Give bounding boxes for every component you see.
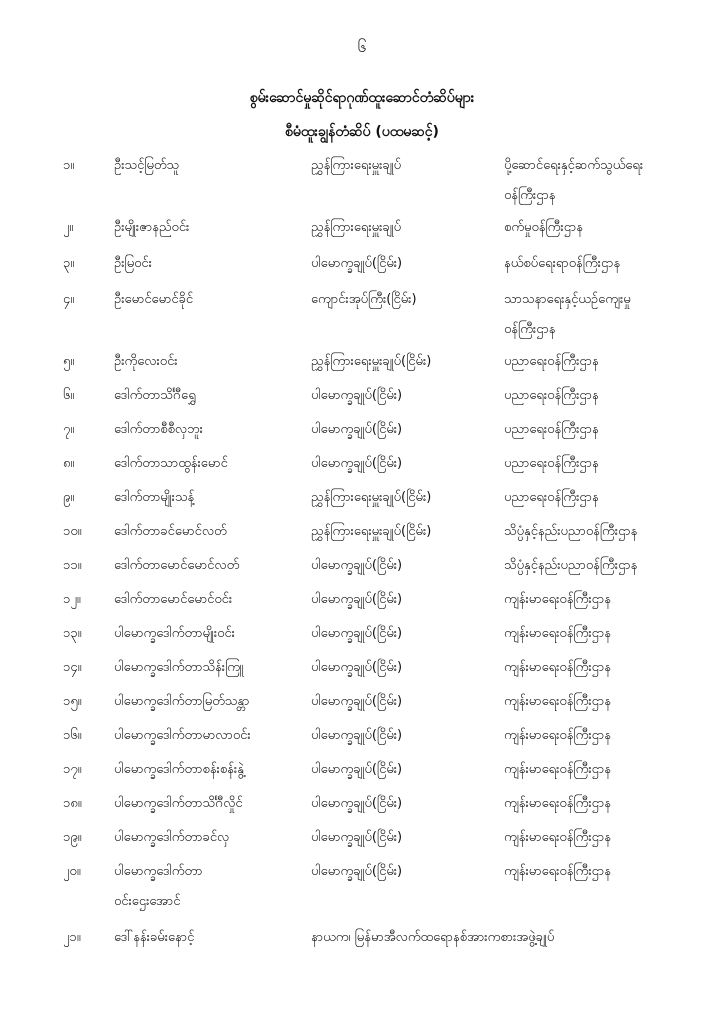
item-number: ၆။ [63,388,75,403]
item-title: ပါမောက္ခချုပ်(ငြိမ်း) [311,728,403,743]
item-title: ပါမောက္ခချုပ်(ငြိမ်း) [311,558,403,573]
item-name: ပါမောက္ခဒေါက်တာသိင်္ဂီလှိုင် [114,796,243,811]
page-number: ၆ [357,37,367,56]
item-number: ၁။ [63,158,75,173]
item-name: ဦးကိုလေးဝင်း [114,354,178,369]
item-title: ညွှန်ကြားရေးမှူးချုပ်(ငြိမ်း) [311,490,432,505]
item-number: ၃။ [63,256,75,271]
item-name: ဒေါက်တာခင်မောင်လတ် [114,524,227,539]
item-department: ကျန်းမာရေးဝန်ကြီးဌာန [504,728,611,743]
item-name: ပါမောက္ခဒေါက်တာမြတ်သန္တာ [114,694,250,709]
document-subtitle: စီမံထူးချွန်တံဆိပ် (ပထမဆင့်) [285,124,439,140]
item-department: ပညာရေးဝန်ကြီးဌာန [504,422,599,437]
item-title: ပါမောက္ခချုပ်(ငြိမ်း) [311,864,403,879]
item-name: ပါမောက္ခဒေါက်တာမျိုးဝင်း [114,626,235,641]
item-number: ၉။ [63,490,75,505]
item-department: ကျန်းမာရေးဝန်ကြီးဌာန [504,796,611,811]
item-title: ပါမောက္ခချုပ်(ငြိမ်း) [311,388,403,403]
item-number: ၂။ [63,220,74,235]
item-title: ညွှန်ကြားရေးမှူးချုပ်(ငြိမ်း) [311,354,432,369]
item-title: ပါမောက္ခချုပ်(ငြိမ်း) [311,694,403,709]
item-name: ပါမောက္ခဒေါက်တာမာလာဝင်း [114,728,251,743]
item-number: ၁၈။ [63,796,82,811]
item-department-cont: ဝန်ကြီးဌာန [504,322,556,337]
item-title: ပါမောက္ခချုပ်(ငြိမ်း) [311,762,403,777]
item-number: ၁၇။ [63,762,82,777]
item-department: ကျန်းမာရေးဝန်ကြီးဌာန [504,694,611,709]
item-name: ဦးမောင်မောင်ခိုင် [114,292,194,307]
item-department: ပညာရေးဝန်ကြီးဌာန [504,388,599,403]
item-title: ညွှန်ကြားရေးမှူးချုပ် [311,158,402,173]
item-name: ဒေါက်တာမျိုးသန့် [114,490,195,505]
item-title: ပါမောက္ခချုပ်(ငြိမ်း) [311,422,403,437]
item-name: ဦးမျိုးဇာနည်ဝင်း [114,220,190,235]
item-title: ပါမောက္ခချုပ်(ငြိမ်း) [311,626,403,641]
item-department: ကျန်းမာရေးဝန်ကြီးဌာန [504,762,611,777]
item-department: သိပ္ပံနှင့်နည်းပညာဝန်ကြီးဌာန [504,524,638,539]
item-title-department: နာယက၊ မြန်မာအီလက်ထရောနစ်အားကစားအဖွဲ့ချုပ် [311,930,555,945]
item-name: ဒေါက်တာသိင်္ဂီရွှေ [114,388,196,403]
item-name: ပါမောက္ခဒေါက်တာသိန်းကြူ [114,660,244,675]
item-number: ၂၀။ [63,864,81,879]
item-title: ကျောင်းအုပ်ကြီး(ငြိမ်း) [311,292,417,307]
item-number: ၁၃။ [63,626,82,641]
item-number: ၁၅။ [63,694,82,709]
item-department: စက်မှုဝန်ကြီးဌာန [504,220,583,235]
item-department: သာသနာရေးနှင့်ယဉ်ကျေးမှု [504,292,631,307]
item-department: ကျန်းမာရေးဝန်ကြီးဌာန [504,864,611,879]
item-name: ဒေါက်တာသာထွန်းမောင် [114,456,228,471]
item-title: ပါမောက္ခချုပ်(ငြိမ်း) [311,592,403,607]
item-title: ညွှန်ကြားရေးမှူးချုပ် [311,220,402,235]
item-department: ပို့ဆောင်ရေးနှင့်ဆက်သွယ်ရေး [504,158,644,173]
item-number: ၂၁။ [63,930,81,945]
item-title: ညွှန်ကြားရေးမှူးချုပ်(ငြိမ်း) [311,524,432,539]
item-title: ပါမောက္ခချုပ်(ငြိမ်း) [311,660,403,675]
item-department: ပညာရေးဝန်ကြီးဌာန [504,456,599,471]
item-name: ပါမောက္ခဒေါက်တာ [114,864,203,879]
item-number: ၅။ [63,354,75,369]
item-department: ကျန်းမာရေးဝန်ကြီးဌာန [504,660,611,675]
item-department-cont: ဝန်ကြီးဌာန [504,188,556,203]
item-number: ၇။ [63,422,75,437]
item-number: ၈။ [63,456,75,471]
item-number: ၁၂။ [63,592,81,607]
item-number: ၁၄။ [63,660,82,675]
item-title: ပါမောက္ခချုပ်(ငြိမ်း) [311,796,403,811]
item-department: ကျန်းမာရေးဝန်ကြီးဌာန [504,592,611,607]
item-title: ပါမောက္ခချုပ်(ငြိမ်း) [311,830,403,845]
item-number: ၄။ [63,292,75,307]
item-number: ၁၁။ [63,558,82,573]
item-title: ပါမောက္ခချုပ်(ငြိမ်း) [311,456,403,471]
item-name: ဦးမြဝင်း [114,256,152,271]
item-number: ၁၉။ [63,830,82,845]
item-number: ၁၆။ [63,728,82,743]
item-name: ဒေါက်တာမောင်မောင်ဝင်း [114,592,233,607]
item-department: ကျန်းမာရေးဝန်ကြီးဌာန [504,626,611,641]
item-name: ဒေါက်တာမောင်မောင်လတ် [114,558,240,573]
item-department: ကျန်းမာရေးဝန်ကြီးဌာန [504,830,611,845]
item-name: ဦးသင့်မြတ်သူ [114,158,180,173]
item-name: ဒေါက်တာစီစီလှဘူး [114,422,203,437]
item-name: ပါမောက္ခဒေါက်တာစန်းစန်းနွဲ့ [114,762,244,777]
item-title: ပါမောက္ခချုပ်(ငြိမ်း) [311,256,403,271]
item-name: ဒေါ်နန်းခမ်းနောင့် [114,930,195,945]
item-name-cont: ဝင်းဌေးအောင် [114,894,181,909]
item-department: နယ်စပ်ရေးရာဝန်ကြီးဌာန [504,256,621,271]
item-number: ၁၀။ [63,524,82,539]
item-department: ပညာရေးဝန်ကြီးဌာန [504,490,599,505]
item-name: ပါမောက္ခဒေါက်တာခင်လှ [114,830,230,845]
document-title: စွမ်းဆောင်မှုဆိုင်ရာဂုဏ်ထူးဆောင်တံဆိပ်များ [249,90,475,106]
item-department: ပညာရေးဝန်ကြီးဌာန [504,354,599,369]
item-department: သိပ္ပံနှင့်နည်းပညာဝန်ကြီးဌာန [504,558,638,573]
